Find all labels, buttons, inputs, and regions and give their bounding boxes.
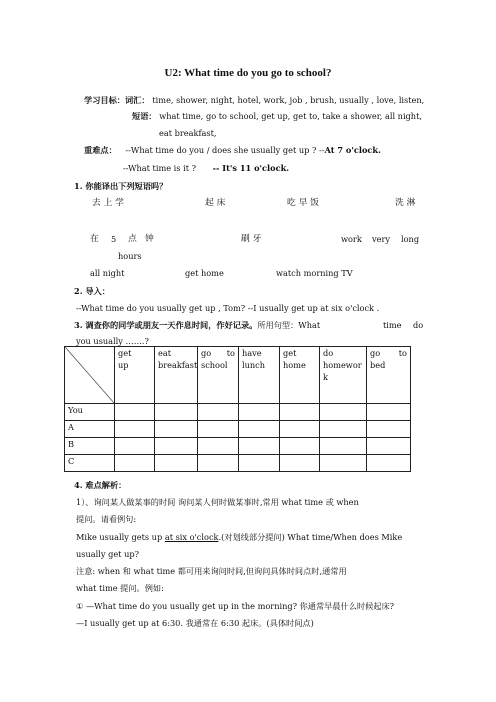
table-cell[interactable]	[198, 421, 239, 438]
underlined-time: at six o'clock	[164, 532, 219, 542]
col-go-to-school: go to school	[198, 347, 239, 404]
phrase-cn-1: 去 上 学	[92, 198, 124, 208]
table-cell[interactable]	[367, 404, 411, 421]
table-cell[interactable]	[280, 455, 320, 472]
vocab-label: 词汇：	[124, 95, 150, 105]
phrase-en-get-home: get home	[185, 268, 224, 278]
table-cell[interactable]	[115, 438, 155, 455]
phrase-cn-4: 洗 淋	[395, 198, 416, 208]
pattern-word-time: time	[383, 320, 402, 330]
intro-dialogue: --What time do you usually get up , Tom? --I usually get up at six o'clock .	[76, 303, 380, 313]
survey-table	[64, 346, 411, 472]
objectives-line	[84, 95, 424, 105]
example-1-line-1: ① —What time do you usually get up in the morning? 你通常早晨什么时候起床?	[76, 601, 395, 611]
table-cell[interactable]	[239, 455, 280, 472]
table-cell[interactable]	[155, 421, 198, 438]
phrase-cn-6: 刷 牙	[241, 234, 262, 244]
phrase-cn-5b: 5	[111, 234, 117, 244]
vocab-words: time, shower, night, hotel, work, job , brush, usually , love, listen,	[152, 95, 425, 105]
section-2-heading: 2. 导入：	[74, 286, 110, 296]
note-line-2: what time 提问。例如:	[76, 583, 164, 593]
explain-1-line-1: 1）、询问某人做某事的时间 询问某人何时做某事时,常用 what time 或 when	[76, 497, 359, 507]
table-cell[interactable]	[367, 438, 411, 455]
example-1-line-2: —I usually get up at 6:30. 我通常在 6:30 起床。(具体时间点)	[76, 618, 314, 628]
key-points-label: 重难点：	[84, 145, 117, 155]
row-label: A	[65, 421, 115, 438]
table-cell[interactable]	[320, 404, 367, 421]
table-cell[interactable]	[198, 438, 239, 455]
table-cell[interactable]	[280, 404, 320, 421]
table-cell[interactable]	[155, 404, 198, 421]
col-go-to-bed: go to bed	[367, 347, 411, 404]
pattern-word-do: do	[413, 320, 424, 330]
phrase-cn-5a: 在	[90, 234, 99, 244]
key-points-answer-2: -- It's 11 o'clock.	[212, 163, 290, 173]
table-row	[65, 421, 411, 438]
section-1-heading: 1. 你能译出下列短语吗？	[74, 181, 168, 191]
phrase-en-hours: hours	[118, 251, 142, 261]
phrase-en-work: work	[341, 234, 362, 244]
key-points-question-1: --What time do you / does she usually get up ? --	[125, 145, 325, 155]
col-have-lunch: have lunch	[239, 347, 280, 404]
phrase-en-very: very	[372, 234, 391, 244]
col-get-up: get up	[115, 347, 155, 404]
phrase-list-1: what time, go to school, get up, get to, take a shower, all night,	[159, 111, 422, 121]
table-cell[interactable]	[198, 404, 239, 421]
table-cell[interactable]	[115, 421, 155, 438]
phrase-line	[132, 111, 422, 121]
phrase-cn-5d: 钟	[145, 234, 154, 244]
table-cell[interactable]	[198, 455, 239, 472]
table-cell[interactable]	[367, 421, 411, 438]
section-4-heading: 4. 难点解析：	[74, 480, 127, 490]
table-row	[65, 438, 411, 455]
table-row	[65, 404, 411, 421]
table-cell[interactable]	[320, 421, 367, 438]
phrase-list-2: eat breakfast,	[159, 128, 217, 138]
table-cell[interactable]	[320, 438, 367, 455]
table-cell[interactable]	[320, 455, 367, 472]
col-get-home: get home	[280, 347, 320, 404]
table-cell[interactable]	[367, 455, 411, 472]
row-label: B	[65, 438, 115, 455]
phrase-label: 短语：	[132, 111, 157, 121]
pattern-label: 所用句型：What	[257, 320, 321, 330]
phrase-cn-2: 起 床	[205, 198, 226, 208]
section-3-heading: 3. 调查你的同学或朋友一天作息时间，作好记录。	[74, 320, 258, 330]
note-line-1: 注意: when 和 what time 都可用来询问时间,但询问具体时间点时,通常用	[76, 566, 347, 576]
objectives-label: 学习目标：	[84, 95, 125, 105]
phrase-cn-5c: 点	[128, 234, 137, 244]
phrase-en-long: long	[401, 234, 420, 244]
table-cell[interactable]	[115, 404, 155, 421]
table-cell[interactable]	[239, 438, 280, 455]
table-cell[interactable]	[115, 455, 155, 472]
table-cell[interactable]	[155, 438, 198, 455]
table-cell[interactable]	[239, 421, 280, 438]
pattern-line-2: you usually …….?	[76, 336, 149, 346]
key-points-question-2: --What time is it ?	[123, 163, 196, 173]
key-points-answer-1: At 7 o'clock.	[324, 145, 381, 155]
row-label: You	[65, 404, 115, 421]
phrase-en-all-night: all night	[90, 268, 125, 278]
table-cell[interactable]	[280, 421, 320, 438]
row-label: C	[65, 455, 115, 472]
col-eat-breakfast: eat breakfast	[155, 347, 198, 404]
table-cell[interactable]	[239, 404, 280, 421]
key-points-line-1	[84, 145, 381, 155]
table-header-row	[65, 347, 411, 404]
table-cell[interactable]	[280, 438, 320, 455]
col-do-homework: do homewor k	[320, 347, 367, 404]
page-title: U2: What time do you go to school?	[164, 67, 332, 79]
example-sentence-end: .(对划线部分提问) What time/When does Mike	[218, 532, 403, 542]
section-3-line-1	[74, 320, 320, 330]
explain-1-line-2: 提问。请看例句:	[76, 514, 137, 524]
explain-2-line-1	[76, 532, 402, 542]
phrase-cn-3: 吃 早 饭	[287, 198, 319, 208]
example-sentence-start: Mike usually gets up	[76, 532, 165, 542]
key-points-line-2	[123, 163, 289, 173]
explain-2-line-2: usually get up?	[76, 549, 139, 559]
table-row	[65, 455, 411, 472]
table-cell[interactable]	[155, 455, 198, 472]
phrase-en-watch-tv: watch morning TV	[276, 268, 353, 278]
corner-cell	[65, 347, 115, 404]
